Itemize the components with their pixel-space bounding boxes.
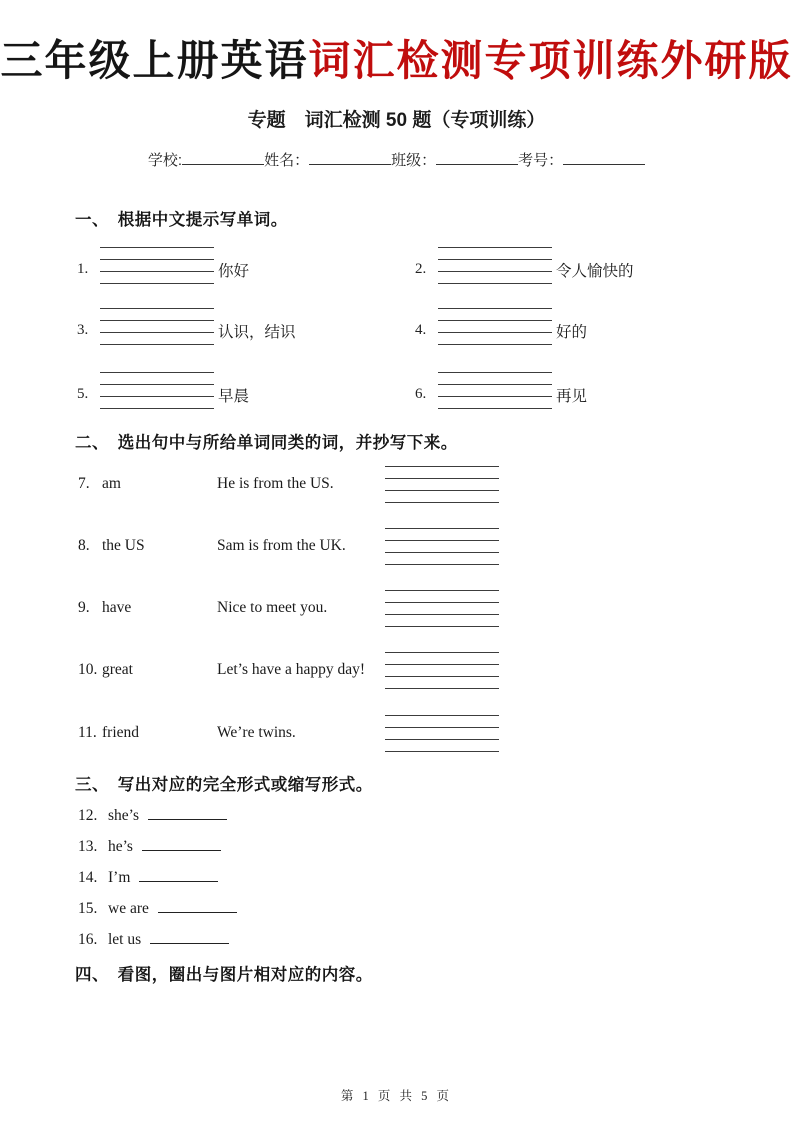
- classify-item-7: [78, 460, 518, 512]
- chinese-hint: 你好: [218, 263, 250, 280]
- writing-line: [438, 332, 552, 333]
- given-word: the US: [102, 537, 145, 554]
- writing-line: [385, 739, 499, 740]
- form-item-15: [78, 897, 237, 918]
- exam-no-label: 考号：: [518, 152, 564, 169]
- writing-line: [100, 344, 214, 345]
- writing-line: [100, 247, 214, 248]
- writing-line: [438, 384, 552, 385]
- classify-item-8: [78, 522, 518, 574]
- word-item-5: [77, 365, 412, 421]
- given-form: she’s: [108, 807, 139, 824]
- answer-blank: [148, 804, 227, 820]
- writing-line: [438, 344, 552, 345]
- writing-line: [385, 466, 499, 467]
- given-form: we are: [108, 900, 149, 917]
- writing-line: [385, 614, 499, 615]
- item-number: 5.: [77, 386, 89, 402]
- student-info-bar: [0, 149, 793, 170]
- writing-line: [438, 283, 552, 284]
- writing-line: [100, 332, 214, 333]
- writing-line: [385, 751, 499, 752]
- classify-item-10: [78, 646, 518, 698]
- writing-line: [385, 490, 499, 491]
- item-number: 16.: [78, 931, 98, 948]
- answer-blank: [142, 835, 221, 851]
- chinese-hint: 令人愉快的: [556, 263, 634, 280]
- section2-header: 二、 选出句中与所给单词同类的词，并抄写下来。: [75, 434, 458, 452]
- form-item-16: [78, 928, 229, 949]
- writing-line: [100, 259, 214, 260]
- item-number: 11.: [78, 724, 97, 741]
- writing-line: [100, 271, 214, 272]
- name-label: 姓名：: [264, 152, 310, 169]
- writing-line: [438, 320, 552, 321]
- form-item-14: [78, 866, 218, 887]
- writing-line: [438, 271, 552, 272]
- sentence: Sam is from the UK.: [217, 537, 346, 554]
- item-number: 8.: [78, 537, 90, 554]
- item-number: 2.: [415, 261, 427, 277]
- class-label: 班级：: [391, 152, 437, 169]
- page-title: [0, 38, 793, 84]
- writing-line: [385, 727, 499, 728]
- writing-line: [438, 372, 552, 373]
- sentence: He is from the US.: [217, 475, 334, 492]
- writing-line: [385, 528, 499, 529]
- word-item-4: [415, 301, 750, 357]
- sentence: Nice to meet you.: [217, 599, 328, 616]
- school-blank: [182, 150, 264, 165]
- writing-line: [385, 590, 499, 591]
- classify-item-11: [78, 709, 518, 761]
- writing-line: [385, 664, 499, 665]
- page-subtitle: 专题 词汇检测 50 题（专项训练）: [247, 110, 546, 131]
- word-item-3: [77, 301, 412, 357]
- chinese-hint: 早晨: [218, 388, 250, 405]
- writing-line: [385, 478, 499, 479]
- form-item-13: [78, 835, 221, 856]
- page-number-footer: 第 1 页 共 5 页: [340, 1089, 453, 1103]
- chinese-hint: 再见: [556, 388, 588, 405]
- chinese-hint: 好的: [556, 324, 588, 341]
- answer-blank: [139, 866, 218, 882]
- writing-line: [438, 308, 552, 309]
- writing-line: [385, 552, 499, 553]
- writing-line: [385, 652, 499, 653]
- sentence: We’re twins.: [217, 724, 296, 741]
- item-number: 15.: [78, 900, 98, 917]
- writing-line: [385, 502, 499, 503]
- section4-header: 四、 看图，圈出与图片相对应的内容。: [75, 966, 373, 984]
- writing-line: [100, 408, 214, 409]
- item-number: 7.: [78, 475, 90, 492]
- writing-line: [385, 564, 499, 565]
- school-label: 学校:: [147, 152, 183, 169]
- page-title-red: 词汇检测专项训练外研版: [308, 37, 793, 84]
- writing-line: [438, 396, 552, 397]
- item-number: 6.: [415, 386, 427, 402]
- item-number: 12.: [78, 807, 98, 824]
- exam-no-blank: [563, 150, 645, 165]
- writing-line: [385, 688, 499, 689]
- writing-line: [438, 247, 552, 248]
- section3-header: 三、 写出对应的完全形式或缩写形式。: [75, 776, 373, 794]
- writing-line: [100, 308, 214, 309]
- classify-item-9: [78, 584, 518, 636]
- writing-line: [385, 540, 499, 541]
- writing-line: [100, 372, 214, 373]
- writing-line: [100, 396, 214, 397]
- given-word: friend: [102, 724, 140, 741]
- writing-line: [438, 259, 552, 260]
- item-number: 13.: [78, 838, 98, 855]
- writing-line: [100, 283, 214, 284]
- given-word: am: [102, 475, 121, 492]
- class-blank: [436, 150, 518, 165]
- item-number: 14.: [78, 869, 98, 886]
- given-form: I’m: [108, 869, 131, 886]
- writing-line: [385, 626, 499, 627]
- name-blank: [309, 150, 391, 165]
- given-word: great: [102, 661, 133, 678]
- writing-line: [385, 676, 499, 677]
- writing-line: [385, 715, 499, 716]
- answer-blank: [158, 897, 237, 913]
- given-form: he’s: [108, 838, 133, 855]
- writing-line: [438, 408, 552, 409]
- writing-line: [385, 602, 499, 603]
- given-word: have: [102, 599, 132, 616]
- writing-line: [100, 384, 214, 385]
- writing-line: [100, 320, 214, 321]
- item-number: 4.: [415, 322, 427, 338]
- item-number: 10.: [78, 661, 98, 678]
- word-item-2: [415, 240, 750, 296]
- item-number: 3.: [77, 322, 89, 338]
- page-title-black: 三年级上册英语: [0, 37, 309, 84]
- word-item-6: [415, 365, 750, 421]
- form-item-12: [78, 804, 227, 825]
- given-form: let us: [108, 931, 142, 948]
- item-number: 1.: [77, 261, 89, 277]
- item-number: 9.: [78, 599, 90, 616]
- section1-header: 一、 根据中文提示写单词。: [75, 211, 288, 229]
- word-item-1: [77, 240, 412, 296]
- answer-blank: [150, 928, 229, 944]
- sentence: Let’s have a happy day!: [217, 661, 366, 678]
- chinese-hint: 认识，结识: [218, 324, 296, 341]
